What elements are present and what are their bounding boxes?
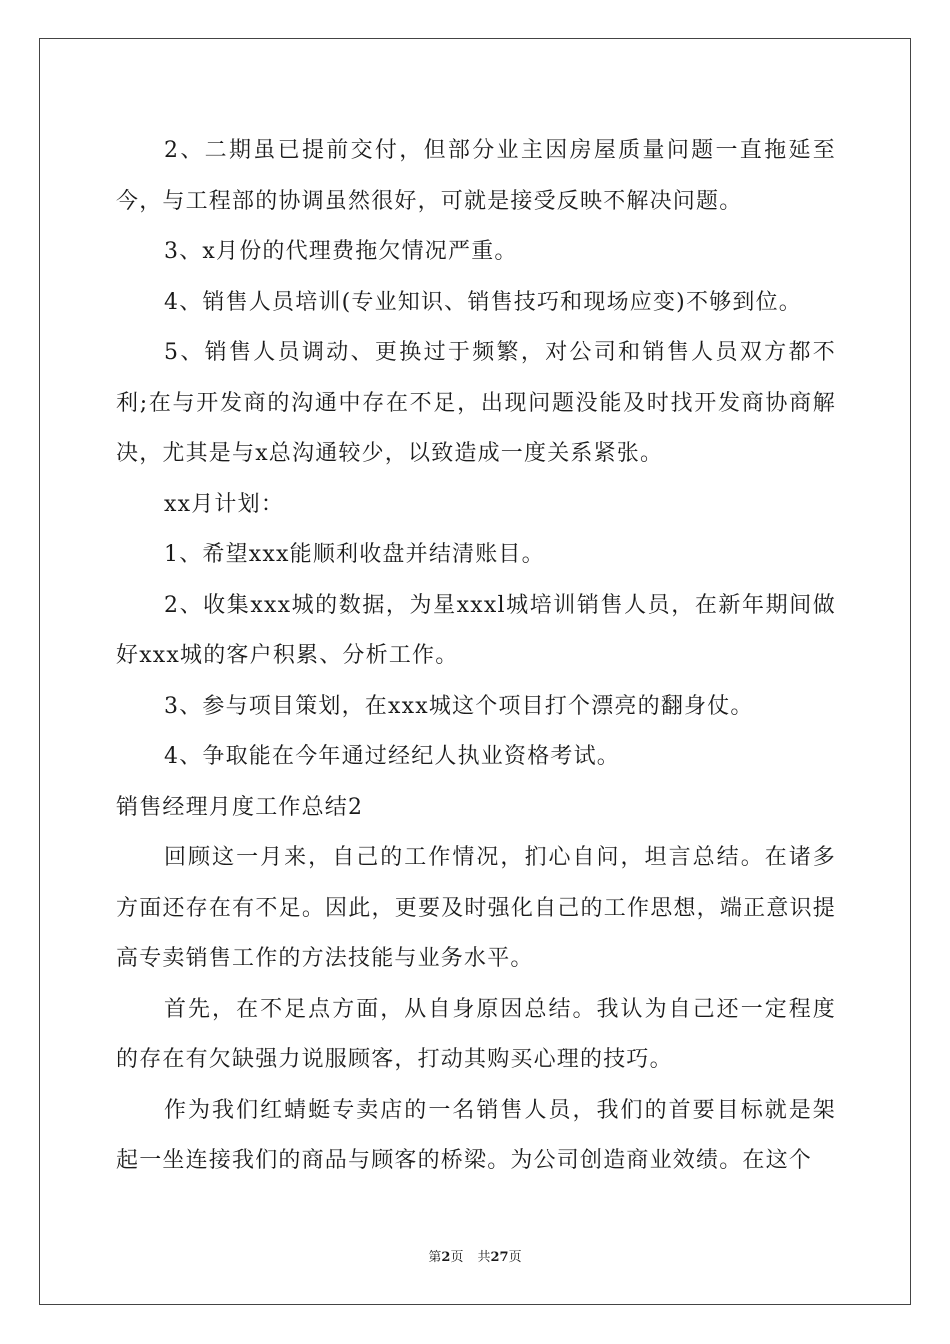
document-body xyxy=(116,126,836,1187)
paragraph: 5、销售人员调动、更换过于频繁，对公司和销售人员双方都不利;在与开发商的沟通中存在不足，出现问题没能及时找开发商协商解决，尤其是与x总沟通较少，以致造成一度关系紧张。 xyxy=(116,340,836,466)
paragraph: 2、收集xxx城的数据，为星xxxl城培训销售人员，在新年期间做好xxx城的客户积累、分析工作。 xyxy=(116,592,836,668)
total-prefix: 共 xyxy=(477,1250,491,1265)
paragraph: 3、参与项目策划，在xxx城这个项目打个漂亮的翻身仗。 xyxy=(164,693,754,719)
page-number: 2 xyxy=(441,1250,451,1265)
page-prefix: 第 xyxy=(428,1250,442,1265)
paragraph: 3、x月份的代理费拖欠情况严重。 xyxy=(164,239,518,264)
page-suffix: 页 xyxy=(450,1250,464,1265)
paragraph: 首先，在不足点方面，从自身原因总结。我认为自己还一定程度的存在有欠缺强力说服顾客，打动其购买心理的技巧。 xyxy=(116,996,836,1072)
plan-subheading: xx月计划： xyxy=(164,491,285,517)
page-footer xyxy=(0,1246,950,1265)
total-pages: 27 xyxy=(490,1250,509,1265)
paragraph: 4、销售人员培训(专业知识、销售技巧和现场应变)不够到位。 xyxy=(164,289,802,315)
total-suffix: 页 xyxy=(508,1250,522,1265)
paragraph: 2、二期虽已提前交付，但部分业主因房屋质量问题一直拖延至今，与工程部的协调虽然很好，可就是接受反映不解决问题。 xyxy=(116,138,836,214)
paragraph: 作为我们红蜻蜓专卖店的一名销售人员，我们的首要目标就是架起一坐连接我们的商品与顾客的桥梁。为公司创造商业效绩。在这个 xyxy=(116,1097,836,1173)
paragraph: 回顾这一月来，自己的工作情况，扪心自问，坦言总结。在诸多方面还存在有不足。因此，更要及时强化自己的工作思想，端正意识提高专卖销售工作的方法技能与业务水平。 xyxy=(116,845,836,971)
paragraph: 1、希望xxx能顺利收盘并结清账目。 xyxy=(164,542,545,567)
paragraph: 4、争取能在今年通过经纪人执业资格考试。 xyxy=(164,744,620,769)
section-title: 销售经理月度工作总结2 xyxy=(116,794,364,820)
